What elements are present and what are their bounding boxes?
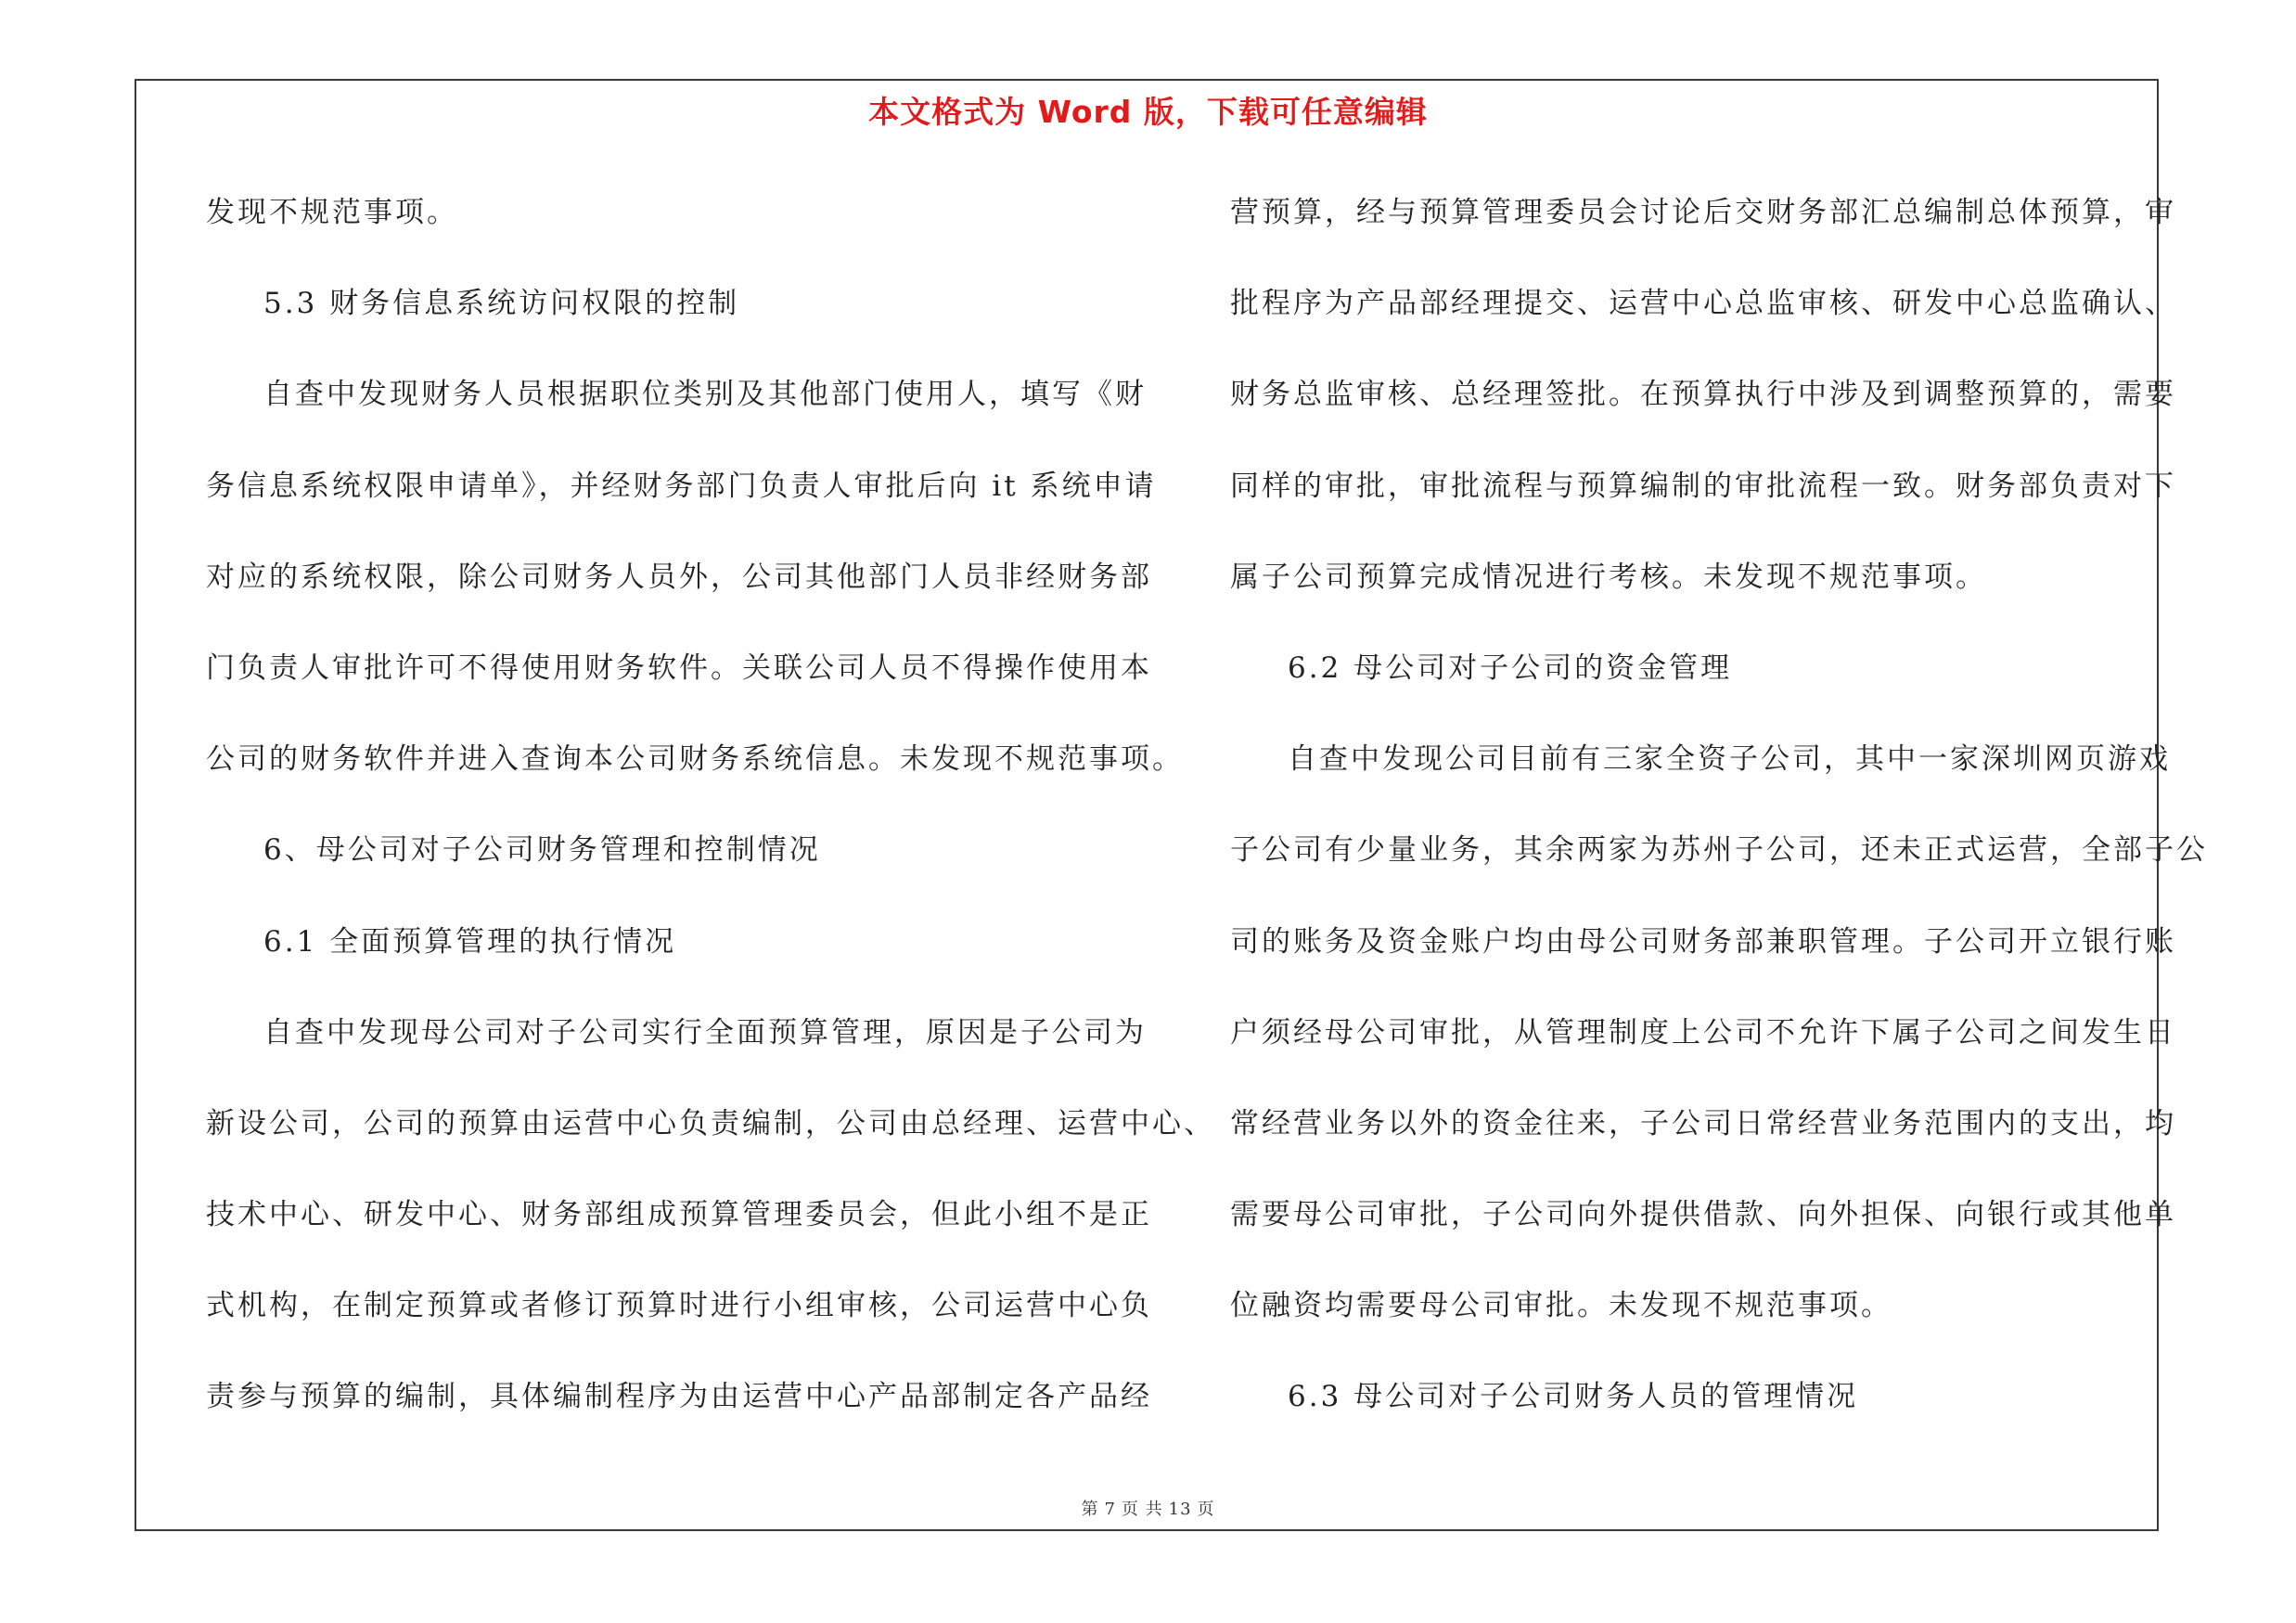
text-line: 务信息系统权限申请单》，并经财务部门负责人审批后向 it 系统申请 [206,469,1157,503]
text-line: 户须经母公司审批，从管理制度上公司不允许下属子公司之间发生日 [1230,1015,2176,1050]
text-line: 常经营业务以外的资金往来，子公司日常经营业务范围内的支出，均 [1230,1106,2176,1140]
text-line: 批程序为产品部经理提交、运营中心总监审核、研发中心总监确认、 [1230,287,2176,321]
left-column [206,184,1215,1460]
footer-prefix: 第 [1081,1500,1099,1519]
text-line: 式机构，在制定预算或者修订预算时进行小组审核，公司运营中心负 [206,1289,1152,1323]
text-line: 同样的审批，审批流程与预算编制的审批流程一致。财务部负责对下 [1230,469,2176,503]
text-line: 自查中发现公司目前有三家全资子公司，其中一家深圳网页游戏 [1288,742,2171,777]
text-line: 自查中发现母公司对子公司实行全面预算管理，原因是子公司为 [263,1015,1147,1050]
text-line: 财务总监审核、总经理签批。在预算执行中涉及到调整预算的，需要 [1230,378,2176,412]
footer-suffix: 页 [1197,1500,1215,1519]
text-line: 对应的系统权限，除公司财务人员外，公司其他部门人员非经财务部 [206,560,1152,594]
total-page-count: 13 [1168,1500,1192,1519]
text-line: 公司的财务软件并进入查询本公司财务系统信息。未发现不规范事项。 [206,742,1184,777]
text-line: 需要母公司审批，子公司向外提供借款、向外担保、向银行或其他单 [1230,1198,2176,1232]
text-line: 属子公司预算完成情况进行考核。未发现不规范事项。 [1230,560,1987,594]
section-heading: 6.1 全面预算管理的执行情况 [263,924,677,959]
section-heading: 6.3 母公司对子公司财务人员的管理情况 [1288,1380,1859,1414]
section-heading: 6、母公司对子公司财务管理和控制情况 [263,833,821,868]
section-heading: 5.3 财务信息系统访问权限的控制 [263,287,740,321]
text-line: 发现不规范事项。 [206,196,458,229]
text-line: 自查中发现财务人员根据职位类别及其他部门使用人，填写《财 [263,378,1147,412]
text-line: 位融资均需要母公司审批。未发现不规范事项。 [1230,1289,1892,1323]
text-line: 新设公司，公司的预算由运营中心负责编制，公司由总经理、运营中心、 [206,1106,1215,1140]
section-heading: 6.2 母公司对子公司的资金管理 [1288,650,1733,685]
text-line: 门负责人审批许可不得使用财务软件。关联公司人员不得操作使用本 [206,650,1152,685]
page-footer [0,1496,2296,1520]
text-line: 子公司有少量业务，其余两家为苏州子公司，还未正式运营，全部子公 [1230,833,2208,868]
text-line: 司的账务及资金账户均由母公司财务部兼职管理。子公司开立银行账 [1230,924,2176,959]
text-line: 营预算，经与预算管理委员会讨论后交财务部汇总编制总体预算，审 [1230,196,2176,229]
text-line: 技术中心、研发中心、财务部组成预算管理委员会，但此小组不是正 [206,1198,1152,1232]
header-banner: 本文格式为 Word 版，下载可任意编辑 [868,94,1428,130]
current-page-number: 7 [1104,1500,1116,1519]
text-line: 责参与预算的编制，具体编制程序为由运营中心产品部制定各产品经 [206,1380,1152,1414]
right-column [1230,184,2208,1460]
footer-middle: 页 共 [1121,1500,1163,1519]
